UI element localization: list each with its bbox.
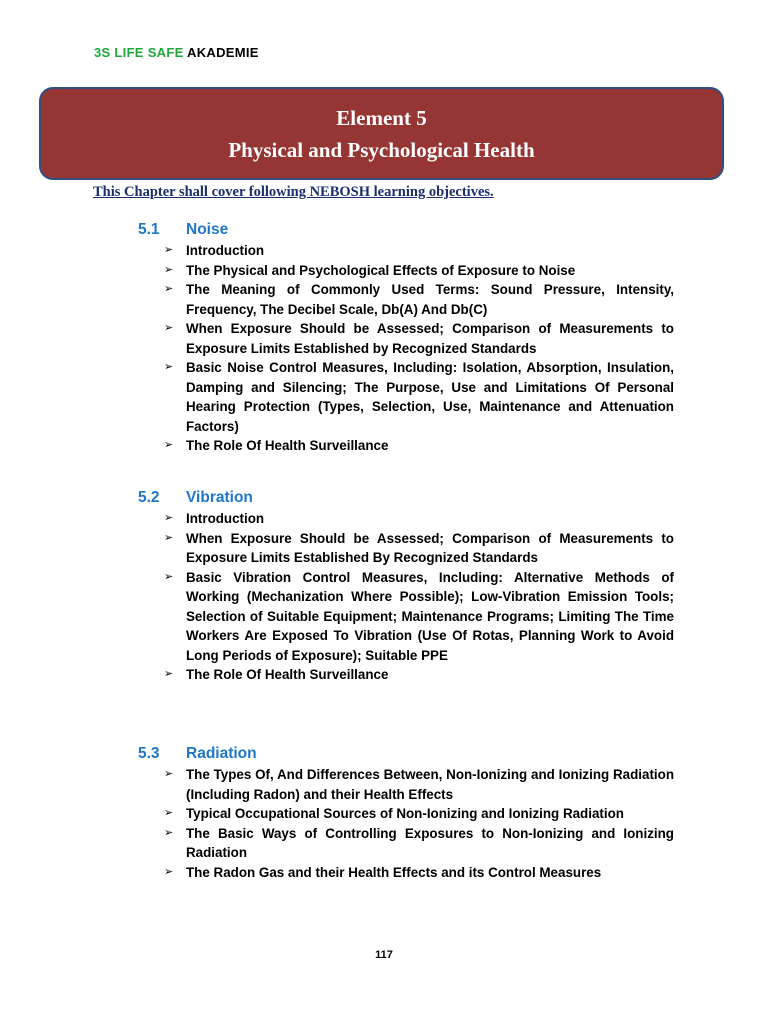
list-item: ➢ The Role Of Health Surveillance [138,665,674,685]
chapter-title-banner [39,87,724,180]
section-title: Vibration [186,489,253,506]
arrow-bullet-icon: ➢ [164,361,174,373]
element-title: Physical and Psychological Health [228,138,535,162]
list-item: ➢ The Physical and Psychological Effects of Exposure to Noise [138,261,674,281]
section-noise [138,219,678,456]
element-number: Element 5 [336,106,427,130]
arrow-bullet-icon: ➢ [164,807,174,819]
list-item: ➢ The Meaning of Commonly Used Terms: Sound Pressure, Intensity, Frequency, The Decibel Scale, Db(A) And Db(C) [164,282,674,317]
arrow-bullet-icon: ➢ [164,322,174,334]
arrow-bullet-icon: ➢ [164,668,174,680]
arrow-bullet-icon: ➢ [164,570,174,583]
page-number: 117 [375,949,393,961]
arrow-bullet-icon: ➢ [164,263,174,276]
list-item: ➢ Introduction [138,509,674,529]
arrow-bullet-icon: ➢ [164,768,174,780]
list-item: ➢ Typical Occupational Sources of Non-Ionizing and Ionizing Radiation [138,804,674,824]
section-number: 5.3 [138,745,160,762]
section-number: 5.2 [138,489,160,506]
list-item: ➢ The Radon Gas and their Health Effects and its Control Measures [138,863,674,883]
list-item: ➢ Basic Vibration Control Measures, Including: Alternative Methods of Working (Mechanization Where Possible); Low-Vibration Emission Tools; Selection of Suitable Equipment; Maintenance Programs; Limiting The Time Workers Are Exposed To Vibration (Use Of Rotas, Planning Work to Avoid Long Periods of Exposure); Suitable PPE [164,569,674,663]
brand-name-colored: 3S LIFE SAFE [94,45,184,60]
section-heading [138,219,678,241]
objectives-list [138,509,678,685]
list-item: ➢ The Role Of Health Surveillance [138,436,674,456]
arrow-bullet-icon: ➢ [164,512,174,524]
header-brand [94,45,259,60]
section-radiation [138,743,678,882]
section-vibration [138,487,678,685]
brand-name-plain: AKADEMIE [187,45,259,60]
section-title: Radiation [186,745,257,762]
objectives-list [138,241,678,456]
arrow-bullet-icon: ➢ [164,826,174,839]
section-heading [138,487,678,509]
arrow-bullet-icon: ➢ [164,865,174,878]
section-title: Noise [186,221,229,238]
list-item: ➢ Introduction [138,241,674,261]
list-item: ➢ The Basic Ways of Controlling Exposures to Non-Ionizing and Ionizing Radiation [164,825,674,860]
chapter-intro: This Chapter shall cover following NEBOSH learning objectives. [93,184,494,200]
arrow-bullet-icon: ➢ [164,283,174,295]
arrow-bullet-icon: ➢ [164,244,174,256]
list-item: ➢ When Exposure Should be Assessed; Comparison of Measurements to Exposure Limits Established By Recognized Standards [164,530,674,565]
section-number: 5.1 [138,221,160,238]
list-item: ➢ Basic Noise Control Measures, Including: Isolation, Absorption, Insulation, Damping and Silencing; The Purpose, Use and Limitations Of Personal Hearing Protection (Types, Selection, Use, Maintenance and Attenuation Factors) [164,360,674,434]
arrow-bullet-icon: ➢ [164,531,174,544]
list-item: ➢ When Exposure Should be Assessed; Comparison of Measurements to Exposure Limits Established by Recognized Standards [164,321,674,356]
arrow-bullet-icon: ➢ [164,439,174,451]
list-item: ➢ The Types Of, And Differences Between, Non-Ionizing and Ionizing Radiation (Including Radon) and their Health Effects [164,767,674,802]
section-heading [138,743,678,765]
objectives-list [138,765,678,882]
